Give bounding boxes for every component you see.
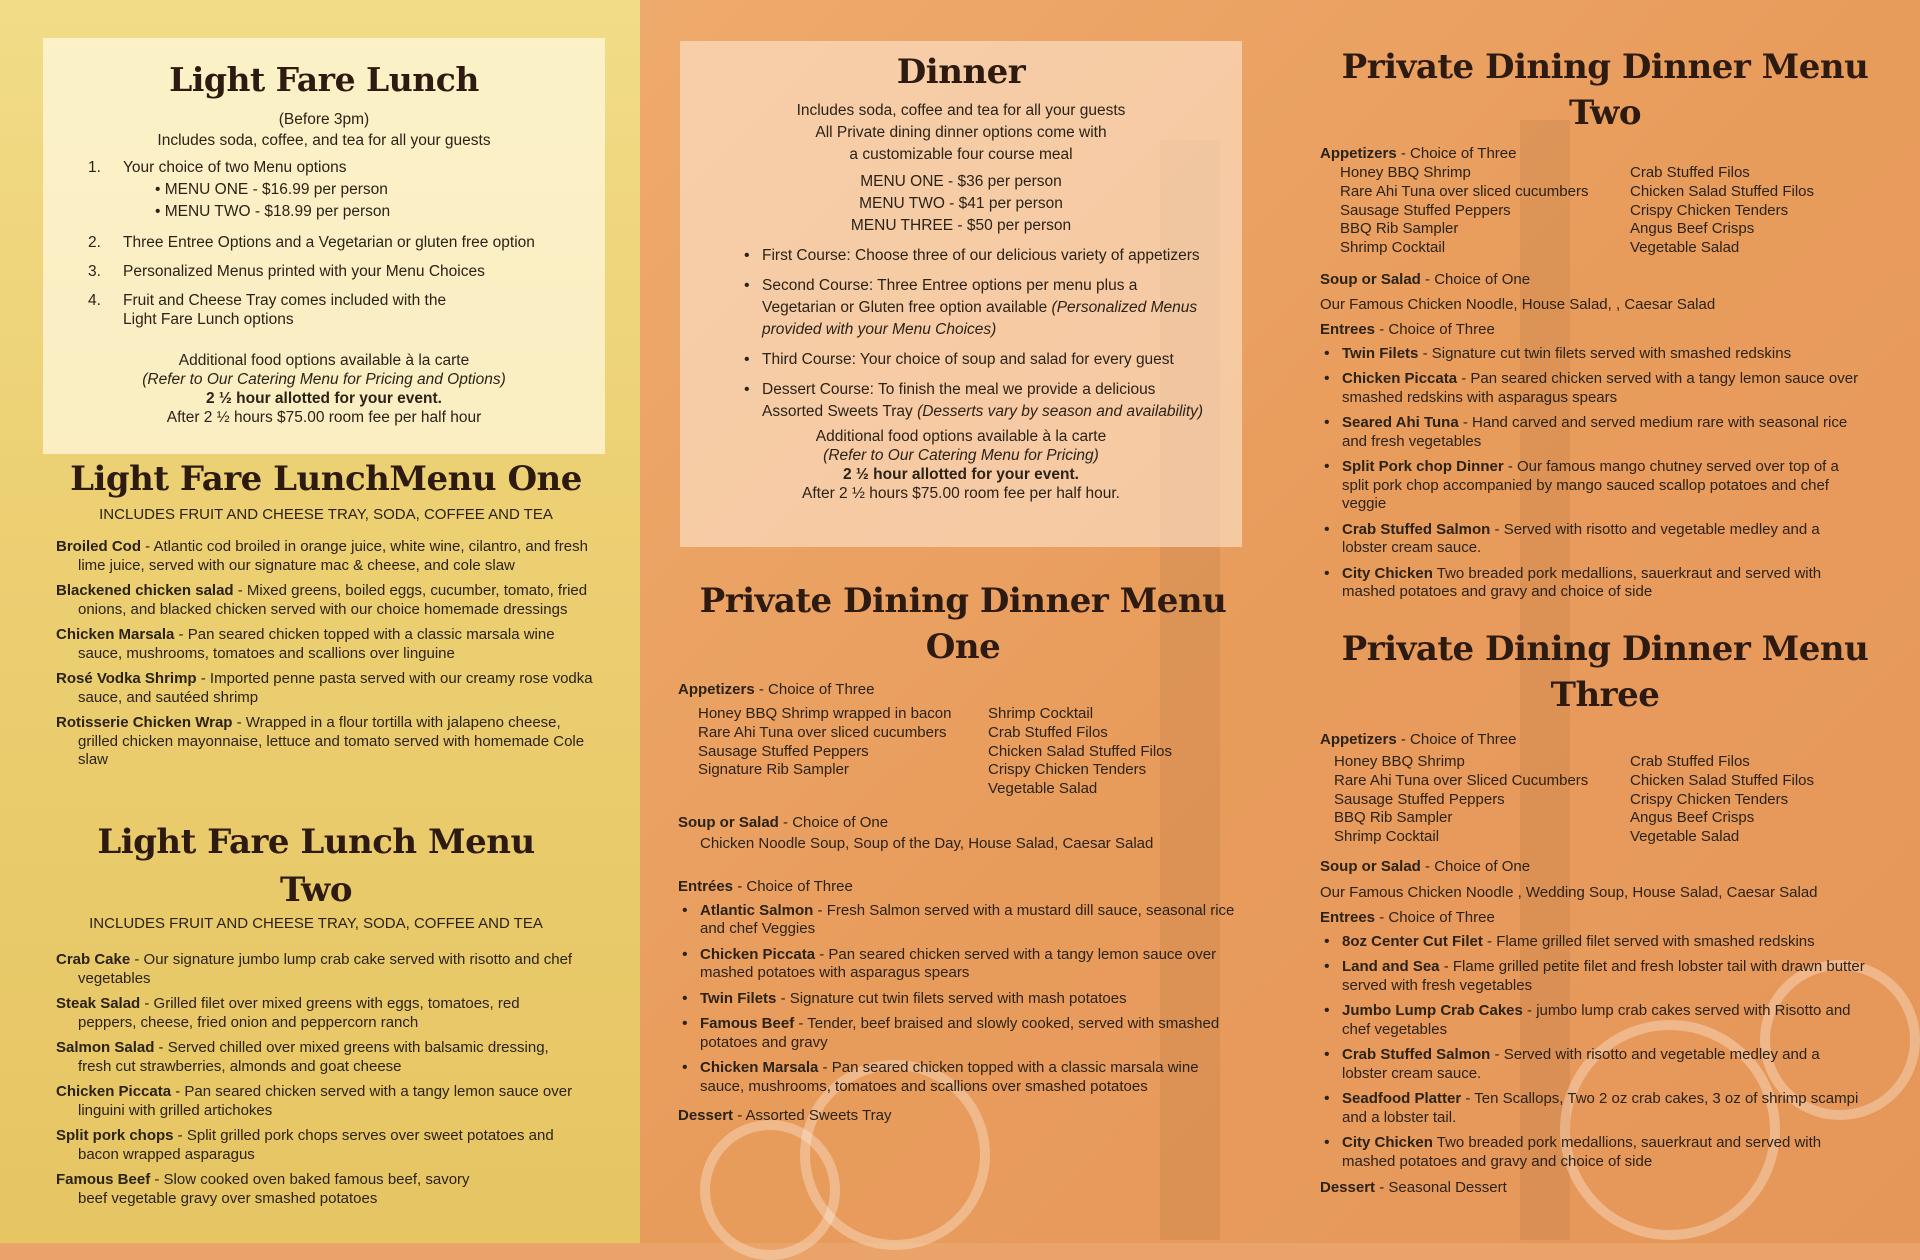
lunch-menu-one [56, 455, 596, 777]
pd-menu-two-title: Private Dining Dinner Menu Two [1341, 47, 1869, 133]
menu-item: Split pork chops - Split grilled pork chops serves over sweet potatoes and bacon wrapped asparagus [56, 1127, 554, 1163]
appetizer-item: Crispy Chicken Tenders [1630, 201, 1789, 219]
menu-item: Chicken Marsala - Pan seared chicken topped with a classic marsala wine sauce, mushrooms, tomatoes and scallions over linguine [56, 626, 555, 662]
appetizer-item: Shrimp Cocktail [1334, 828, 1440, 846]
menu-item: Steak Salad - Grilled filet over mixed greens with eggs, tomatoes, red peppers, cheese, fried onion and peppercorn ranch [56, 995, 520, 1031]
lunch-list-item: 1. Your choice of two Menu options [88, 159, 347, 176]
pd-menu-two [1320, 44, 1890, 609]
entree-item: • Seadfood Platter - Ten Scallops, Two 2 oz crab cakes, 3 oz of shrimp scampi and a lobster tail. [1320, 1090, 1865, 1127]
appetizer-item: Sausage Stuffed Peppers [1334, 790, 1505, 808]
dinner-title: Dinner [896, 52, 1026, 92]
appetizer-item: Crab Stuffed Filos [1630, 164, 1750, 181]
lunch-list-item: 4. Fruit and Cheese Tray comes included with the Light Fare Lunch options [88, 292, 447, 328]
lunch-title: Light Fare Lunch [169, 60, 479, 99]
appetizer-item: Chicken Salad Stuffed Filos [1630, 771, 1814, 789]
appetizer-item: Rare Ahi Tuna over sliced cucumbers [698, 723, 947, 741]
pd-two-entrees-heading: Entrees - Choice of Three [1320, 320, 1495, 338]
appetizer-column [1630, 164, 1814, 258]
pd-two-appetizers [1320, 164, 1890, 258]
dinner-price: MENU ONE - $36 per person [860, 173, 1062, 190]
dinner-intro: All Private dining dinner options come with [815, 124, 1107, 141]
entree-item: • Chicken Piccata - Pan seared chicken served with a tangy lemon sauce over smashed redskins with asparagus spears [1320, 370, 1865, 407]
appetizer-item: Crab Stuffed Filos [1630, 753, 1750, 770]
dinner-allotted: 2 ½ hour allotted for your event. [843, 466, 1079, 483]
dinner-additional: Additional food options available à la carte [815, 428, 1107, 445]
menu-item: Broiled Cod - Atlantic cod broiled in orange juice, white wine, cilantro, and fresh lime juice, served with our signature mac & cheese, and cole slaw [56, 538, 588, 574]
pd-three-appetizers-heading: Appetizers - Choice of Three [1320, 731, 1517, 748]
appetizer-item: Angus Beef Crisps [1630, 809, 1755, 827]
appetizer-item: Angus Beef Crisps [1630, 220, 1755, 238]
lunch-menu-two-title: Light Fare Lunch Menu Two [97, 822, 535, 910]
menu-item: Chicken Piccata - Pan seared chicken served with a tangy lemon sauce over linguini with grilled artichokes [56, 1083, 573, 1119]
lunch-price-one: • MENU ONE - $16.99 per person [155, 181, 388, 198]
pd-one-soup-heading: Soup or Salad - Choice of One [678, 813, 889, 831]
dinner-price: MENU THREE - $50 per person [850, 217, 1072, 234]
pd-three-dessert: Dessert - Seasonal Dessert [1320, 1179, 1507, 1197]
dinner-refer: (Refer to Our Catering Menu for Pricing) [823, 447, 1099, 464]
lunch-allotted: 2 ½ hour allotted for your event. [206, 390, 442, 407]
appetizer-item: Vegetable Salad [988, 780, 1098, 798]
appetizer-item: Honey BBQ Shrimp wrapped in bacon [698, 705, 952, 722]
appetizer-column [698, 705, 988, 799]
lunch-before: (Before 3pm) [278, 111, 370, 128]
pd-one-entrees-heading: Entrées - Choice of Three [678, 877, 853, 895]
entree-item: • Jumbo Lump Crab Cakes - jumbo lump crab cakes served with Risotto and chef vegetables [1320, 1002, 1865, 1039]
appetizer-column [988, 705, 1172, 799]
lunch-after: After 2 ½ hours $75.00 room fee per half hour [166, 409, 482, 426]
lunch-includes: Includes soda, coffee, and tea for all your guests [157, 132, 491, 149]
dinner-course: • Second Course: Three Entree options per menu plus a Vegetarian or Gluten free option available (Personalized Menus provided with your Menu Choices) [740, 275, 1206, 341]
entree-item: • Twin Filets - Signature cut twin filets served with mash potatoes [678, 990, 1238, 1009]
appetizer-item: Shrimp Cocktail [988, 705, 1094, 722]
entree-item: • Famous Beef - Tender, beef braised and slowly cooked, served with smashed potatoes and gravy [678, 1015, 1238, 1052]
appetizer-item: Rare Ahi Tuna over sliced cucumbers [1340, 182, 1589, 200]
appetizer-item: Vegetable Salad [1630, 828, 1740, 846]
appetizer-item: Rare Ahi Tuna over Sliced Cucumbers [1334, 771, 1589, 789]
entree-item: • Seared Ahi Tuna - Hand carved and served medium rare with seasonal rice and fresh vegetables [1320, 414, 1865, 451]
lunch-menu-two [56, 818, 576, 1215]
entree-item: • Chicken Marsala - Pan seared chicken topped with a classic marsala wine sauce, mushrooms, tomatoes and scallions over smashed potatoes [678, 1059, 1238, 1096]
appetizer-column [1340, 164, 1630, 258]
menu-item: Salmon Salad - Served chilled over mixed greens with balsamic dressing, fresh cut strawberries, almonds and goat cheese [56, 1039, 549, 1075]
menu-item: Rotisserie Chicken Wrap - Wrapped in a flour tortilla with jalapeno cheese, grilled chicken mayonnaise, lettuce and tomato served with homemade Cole slaw [56, 714, 585, 768]
lunch-menu-one-includes: INCLUDES FRUIT AND CHEESE TRAY, SODA, COFFEE AND TEA [99, 506, 553, 523]
entree-item: • Crab Stuffed Salmon - Served with risotto and vegetable medley and a lobster cream sauce. [1320, 521, 1865, 558]
menu-item: Rosé Vodka Shrimp - Imported penne pasta served with our creamy rose vodka sauce, and sautéed shrimp [56, 670, 593, 706]
lunch-price-two: • MENU TWO - $18.99 per person [155, 203, 391, 220]
appetizer-item: Signature Rib Sampler [698, 761, 849, 779]
entree-item: • Twin Filets - Signature cut twin filets served with smashed redskins [1320, 345, 1865, 364]
entree-item: • City Chicken Two breaded pork medallions, sauerkraut and served with mashed potatoes and gravy and choice of side [1320, 1134, 1865, 1171]
appetizer-item: Crispy Chicken Tenders [988, 761, 1147, 779]
pd-two-soup-heading: Soup or Salad - Choice of One [1320, 270, 1531, 288]
appetizer-item: Vegetable Salad [1630, 239, 1740, 257]
appetizer-item: Crab Stuffed Filos [988, 723, 1108, 741]
entree-item: • City Chicken Two breaded pork medallions, sauerkraut and served with mashed potatoes and gravy and choice of side [1320, 565, 1865, 602]
pd-one-entrees [678, 902, 1238, 1097]
lunch-list-item: 2. Three Entree Options and a Vegetarian or gluten free option [88, 234, 535, 251]
dinner-intro: a customizable four course meal [849, 146, 1073, 163]
appetizer-item: Chicken Salad Stuffed Filos [988, 742, 1172, 760]
entree-item: • 8oz Center Cut Filet - Flame grilled filet served with smashed redskins [1320, 933, 1865, 952]
pd-three-soup-heading: Soup or Salad - Choice of One [1320, 857, 1531, 875]
appetizer-item: Crispy Chicken Tenders [1630, 790, 1789, 808]
lunch-info-box [43, 38, 605, 454]
dinner-course: • Dessert Course: To finish the meal we provide a delicious Assorted Sweets Tray (Desserts vary by season and availability) [740, 379, 1206, 423]
dinner-courses [740, 245, 1206, 423]
menu-item: Blackened chicken salad - Mixed greens, boiled eggs, cucumber, tomato, fried onions, and blacked chicken served with our choice homemade dressings [56, 582, 588, 618]
entree-item: • Land and Sea - Flame grilled petite filet and fresh lobster tail with drawn butter served with fresh vegetables [1320, 958, 1865, 995]
pd-two-soup-options: Our Famous Chicken Noodle, House Salad, , Caesar Salad [1320, 295, 1716, 313]
lunch-refer: (Refer to Our Catering Menu for Pricing and Options) [142, 371, 506, 388]
pd-one-appetizers-heading: Appetizers - Choice of Three [678, 681, 875, 698]
pd-menu-one-title: Private Dining Dinner Menu One [699, 581, 1227, 667]
pd-one-soup-options: Chicken Noodle Soup, Soup of the Day, House Salad, Caesar Salad [700, 834, 1154, 852]
pd-one-dessert: Dessert - Assorted Sweets Tray [678, 1107, 892, 1125]
appetizer-column [1334, 753, 1630, 847]
pd-two-appetizers-heading: Appetizers - Choice of Three [1320, 145, 1517, 162]
pd-one-appetizers [678, 705, 1248, 799]
dinner-after: After 2 ½ hours $75.00 room fee per half hour. [802, 485, 1120, 502]
dinner-course: • Third Course: Your choice of soup and salad for every guest [740, 349, 1206, 371]
appetizer-item: Sausage Stuffed Peppers [698, 742, 869, 760]
dinner-price: MENU TWO - $41 per person [859, 195, 1063, 212]
dinner-info-box [680, 41, 1242, 547]
pd-menu-three [1320, 626, 1890, 1197]
pd-menu-one [678, 578, 1248, 1125]
lunch-menu-two-includes: INCLUDES FRUIT AND CHEESE TRAY, SODA, COFFEE AND TEA [89, 915, 543, 932]
appetizer-item: BBQ Rib Sampler [1334, 809, 1453, 827]
appetizer-item: Honey BBQ Shrimp [1334, 753, 1465, 770]
lunch-list-item: 3. Personalized Menus printed with your Menu Choices [88, 263, 485, 280]
dinner-intro: Includes soda, coffee and tea for all your guests [796, 102, 1126, 119]
pd-three-entrees [1320, 933, 1865, 1172]
dinner-course: • First Course: Choose three of our delicious variety of appetizers [740, 245, 1206, 267]
appetizer-item: BBQ Rib Sampler [1340, 220, 1459, 238]
menu-item: Crab Cake - Our signature jumbo lump crab cake served with risotto and chef vegetables [56, 951, 573, 987]
appetizer-item: Chicken Salad Stuffed Filos [1630, 182, 1814, 200]
entree-item: • Chicken Piccata - Pan seared chicken served with a tangy lemon sauce over mashed potatoes with asparagus spears [678, 946, 1238, 983]
pd-three-entrees-heading: Entrees - Choice of Three [1320, 908, 1495, 926]
entree-item: • Split Pork chop Dinner - Our famous mango chutney served over top of a split pork chop accompanied by mango sauced scallop potatoes and chef veggie [1320, 458, 1865, 514]
menu-item: Famous Beef - Slow cooked oven baked famous beef, savory beef vegetable gravy over smashed potatoes [56, 1171, 470, 1207]
pd-three-appetizers [1320, 753, 1890, 847]
lunch-additional: Additional food options available à la carte [178, 352, 470, 369]
appetizer-column [1630, 753, 1814, 847]
appetizer-item: Shrimp Cocktail [1340, 239, 1446, 257]
lunch-menu-one-title: Light Fare LunchMenu One [70, 459, 582, 499]
entree-item: • Atlantic Salmon - Fresh Salmon served with a mustard dill sauce, seasonal rice and chef Veggies [678, 902, 1238, 939]
lunch-list [43, 233, 605, 329]
appetizer-item: Sausage Stuffed Peppers [1340, 201, 1511, 219]
lunch-list [43, 158, 605, 177]
pd-two-entrees [1320, 345, 1865, 602]
pd-three-soup-options: Our Famous Chicken Noodle , Wedding Soup, House Salad, Caesar Salad [1320, 883, 1818, 901]
entree-item: • Crab Stuffed Salmon - Served with risotto and vegetable medley and a lobster cream sauce. [1320, 1046, 1865, 1083]
appetizer-item: Honey BBQ Shrimp [1340, 164, 1471, 181]
pd-menu-three-title: Private Dining Dinner Menu Three [1341, 629, 1869, 715]
